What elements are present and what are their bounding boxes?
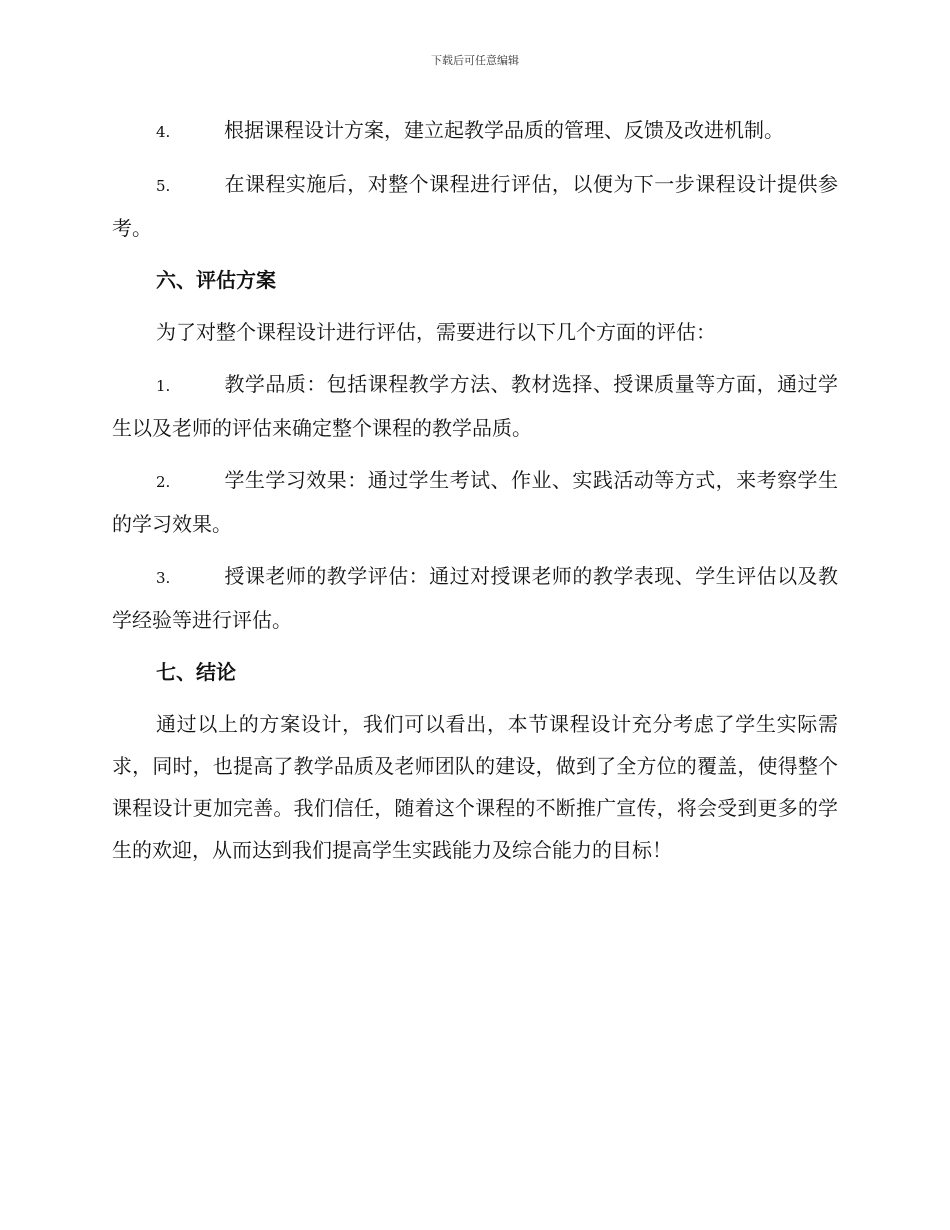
list-item-2: [112, 459, 838, 545]
section-heading-conclusion: 七、结论: [156, 660, 236, 684]
document-body: [112, 109, 838, 871]
list-number: 2.: [156, 473, 171, 491]
list-item-4: [112, 109, 838, 153]
list-item-3: [112, 555, 838, 641]
list-number: 5.: [156, 177, 171, 195]
list-number: 3.: [156, 569, 171, 587]
list-item-text: 根据课程设计方案，建立起教学品质的管理、反馈及改进机制。: [224, 118, 784, 142]
list-number: 1.: [156, 377, 171, 395]
list-item-1: [112, 363, 838, 449]
page-header: 下载后可任意编辑: [431, 54, 519, 67]
list-item-text: 教学品质：包括课程教学方法、教材选择、授课质量等方面，通过学生以及老师的评估来确定整个课程的教学品质。: [112, 372, 838, 440]
list-item-text: 在课程实施后，对整个课程进行评估，以便为下一步课程设计提供参考。: [112, 172, 838, 240]
list-item-5: [112, 163, 838, 249]
list-number: 4.: [156, 123, 171, 141]
section-heading-evaluation: 六、评估方案: [156, 268, 276, 292]
conclusion-paragraph: 通过以上的方案设计，我们可以看出，本节课程设计充分考虑了学生实际需求，同时，也提高了教学品质及老师团队的建设，做到了全方位的覆盖，使得整个课程设计更加完善。我们信任，随着这个课程的不断推广宣传，将会受到更多的学生的欢迎，从而达到我们提高学生实践能力及综合能力的目标！: [112, 712, 838, 862]
list-item-text: 授课老师的教学评估：通过对授课老师的教学表现、学生评估以及教学经验等进行评估。: [112, 564, 838, 632]
list-item-text: 学生学习效果：通过学生考试、作业、实践活动等方式，来考察学生的学习效果。: [112, 468, 838, 536]
section-intro: 为了对整个课程设计进行评估，需要进行以下几个方面的评估：: [156, 320, 716, 344]
